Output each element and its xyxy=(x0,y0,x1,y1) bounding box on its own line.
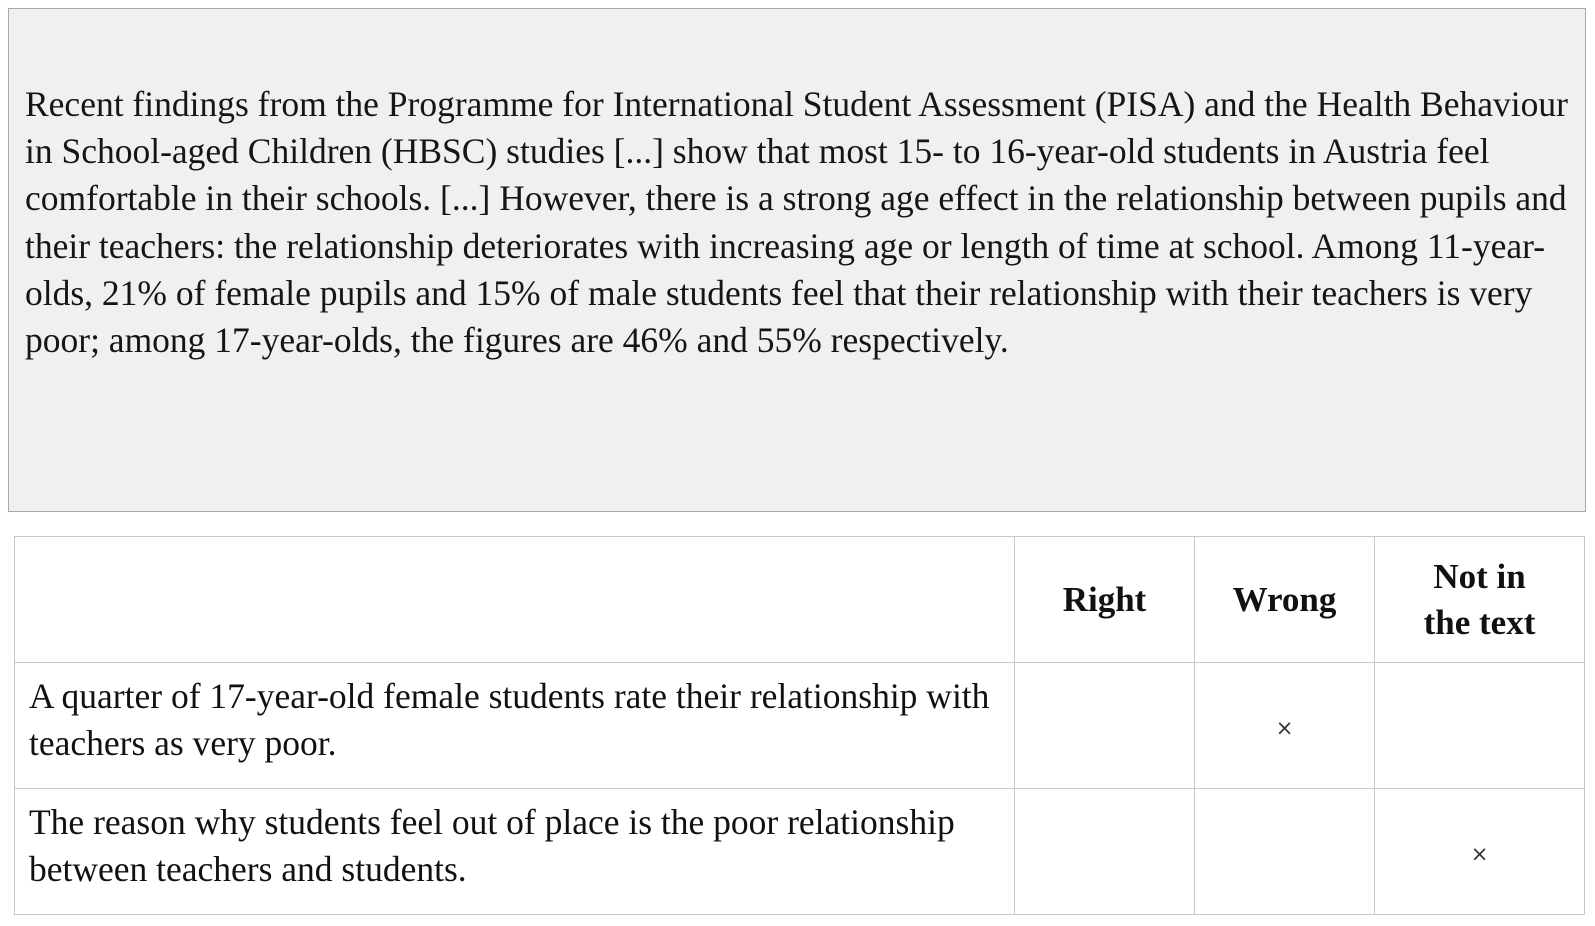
wrong-answer-cell[interactable] xyxy=(1195,789,1375,915)
statement-column-header xyxy=(15,537,1015,663)
x-mark-icon: × xyxy=(1470,841,1489,866)
right-answer-cell[interactable] xyxy=(1015,663,1195,789)
not-in-text-header-label: Not in the text xyxy=(1423,556,1536,642)
reading-passage-box xyxy=(8,8,1586,512)
right-answer-cell[interactable] xyxy=(1015,789,1195,915)
not-in-text-answer-cell[interactable] xyxy=(1375,663,1585,789)
table-row xyxy=(15,789,1585,915)
table-header-row xyxy=(15,537,1585,663)
reading-passage-text: Recent findings from the Programme for International Student Assessment (PISA) and the Health Behaviour in School-aged Children (HBSC) studies [...] show that most 15- to 16-year-old students in Austria feel comfortable in their schools. [...] However, there is a strong age effect in the relationship between pupils and their teachers: the relationship deteriorates with increasing age or length of time at school. Among 11-year-olds, 21% of female pupils and 15% of male students feel that their relationship with their teachers is very poor; among 17-year-olds, the figures are 46% and 55% respectively. xyxy=(25,84,1568,361)
wrong-column-header: Wrong xyxy=(1195,537,1375,663)
true-false-table xyxy=(14,536,1585,915)
not-in-text-column-header xyxy=(1375,537,1585,663)
statement-cell: The reason why students feel out of place is the poor relationship between teachers and students. xyxy=(15,789,1015,915)
statement-cell: A quarter of 17-year-old female students rate their relationship with teachers as very poor. xyxy=(15,663,1015,789)
right-column-header: Right xyxy=(1015,537,1195,663)
not-in-text-answer-cell[interactable] xyxy=(1375,789,1585,915)
table-row xyxy=(15,663,1585,789)
wrong-answer-cell[interactable] xyxy=(1195,663,1375,789)
x-mark-icon: × xyxy=(1275,715,1294,740)
